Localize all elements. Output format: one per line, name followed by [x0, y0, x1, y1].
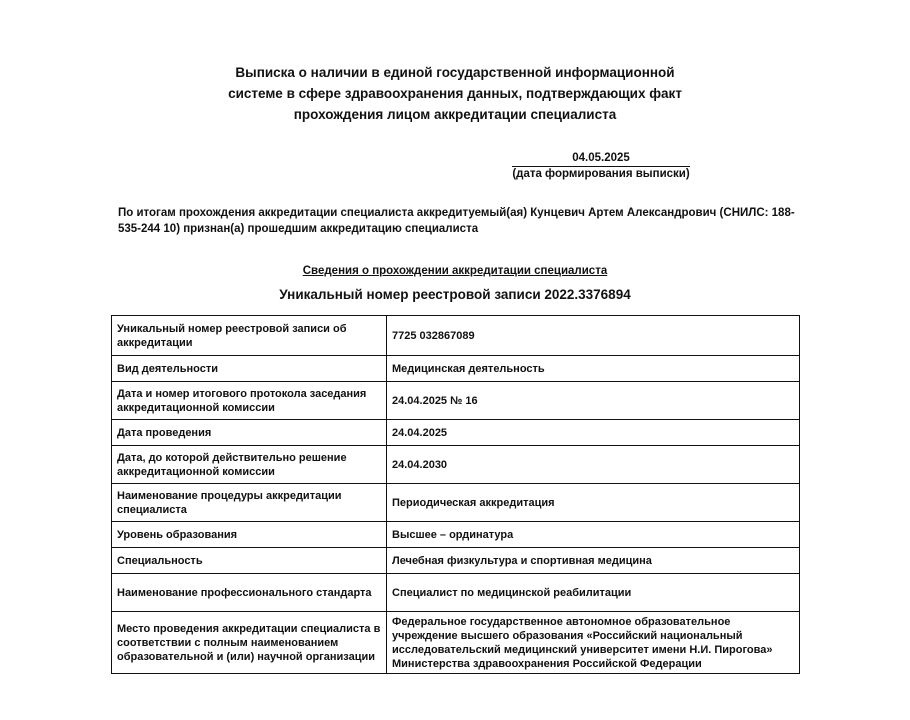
- extract-date: 04.05.2025: [512, 151, 690, 167]
- table-row: [112, 484, 800, 522]
- table-row: [112, 420, 800, 446]
- row-value: Федеральное государственное автономное образовательное учреждение высшего образования «Российский национальный исследовательский медицинский университет имени Н.И. Пирогова» Министерства здравоохранения Российской Федерации: [387, 612, 800, 674]
- row-label: Дата и номер итогового протокола заседания аккредитационной комиссии: [112, 382, 387, 420]
- document-title: [0, 62, 910, 125]
- title-line-1: Выписка о наличии в единой государственной информационной: [235, 65, 675, 80]
- row-label: Уникальный номер реестровой записи об аккредитации: [112, 316, 387, 356]
- extract-date-block: [512, 151, 690, 182]
- table-row: [112, 446, 800, 484]
- table-row: [112, 574, 800, 612]
- table-row: [112, 382, 800, 420]
- row-value: Высшее – ординатура: [387, 522, 800, 548]
- title-line-2: системе в сфере здравоохранения данных, подтверждающих факт: [228, 86, 682, 101]
- accreditation-result-text: По итогам прохождения аккредитации специалиста аккредитуемый(ая) Кунцевич Артем Александрович (СНИЛС: 188-535-244 10) признан(а) прошедшим аккредитацию специалиста: [118, 207, 795, 235]
- registry-number-line: Уникальный номер реестровой записи 2022.3376894: [279, 287, 631, 302]
- row-label: Дата, до которой действительно решение аккредитационной комиссии: [112, 446, 387, 484]
- row-value: Периодическая аккредитация: [387, 484, 800, 522]
- row-value: Специалист по медицинской реабилитации: [387, 574, 800, 612]
- section-heading: [0, 261, 910, 279]
- row-label: Место проведения аккредитации специалиста в соответствии с полным наименованием образовательной и (или) научной организации: [112, 612, 387, 674]
- row-label: Уровень образования: [112, 522, 387, 548]
- table-row: [112, 548, 800, 574]
- table-row: [112, 356, 800, 382]
- row-label: Специальность: [112, 548, 387, 574]
- title-line-3: прохождения лицом аккредитации специалиста: [293, 107, 617, 122]
- row-value: 24.04.2025 № 16: [387, 382, 800, 420]
- row-label: Наименование процедуры аккредитации специалиста: [112, 484, 387, 522]
- row-value: Медицинская деятельность: [387, 356, 800, 382]
- row-value: 7725 032867089: [387, 316, 800, 356]
- row-value: Лечебная физкультура и спортивная медицина: [387, 548, 800, 574]
- row-label: Дата проведения: [112, 420, 387, 446]
- extract-date-caption: (дата формирования выписки): [512, 168, 690, 180]
- table-row: [112, 612, 800, 674]
- table-row: [112, 522, 800, 548]
- section-heading-text: Сведения о прохождении аккредитации специалиста: [302, 265, 608, 277]
- row-label: Наименование профессионального стандарта: [112, 574, 387, 612]
- accreditation-info-table: [111, 315, 800, 674]
- row-value: 24.04.2025: [387, 420, 800, 446]
- row-label: Вид деятельности: [112, 356, 387, 382]
- table-row: [112, 316, 800, 356]
- row-value: 24.04.2030: [387, 446, 800, 484]
